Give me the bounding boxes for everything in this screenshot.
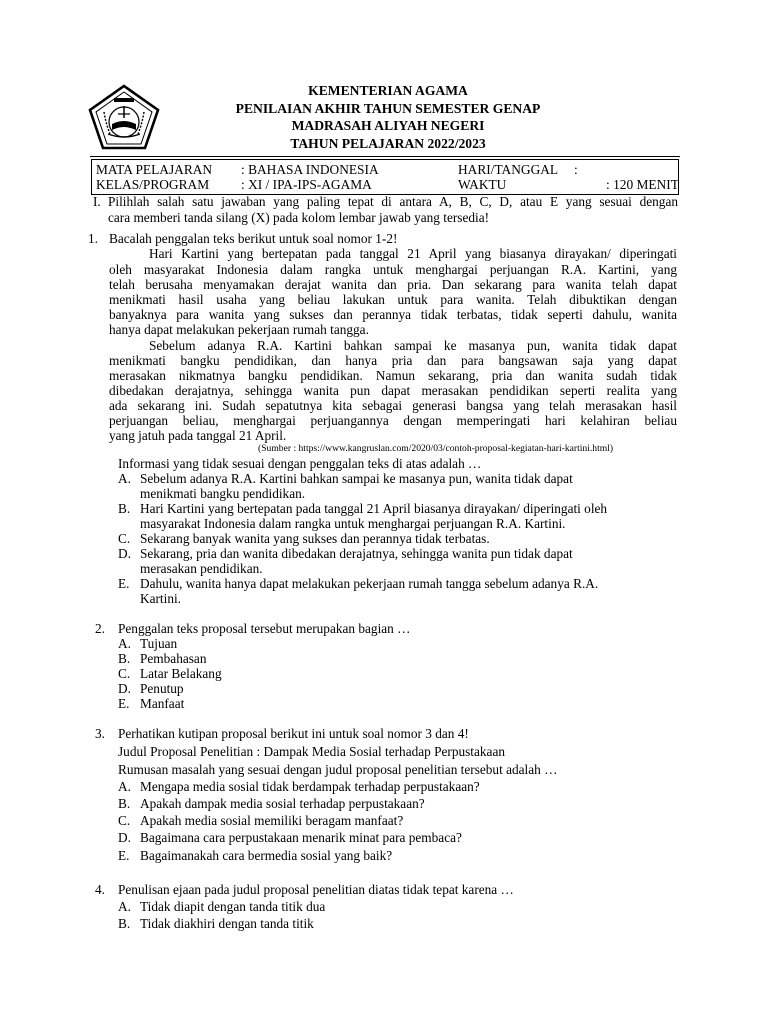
- class-label: KELAS/PROGRAM: [96, 177, 210, 192]
- passage-p1-line: Hari Kartini yang bertepatan pada tanggal 21 April yang biasanya dirayakan/ diperingati: [149, 246, 677, 261]
- instruction-line-1: Pilihlah salah satu jawaban yang paling tepat di antara A, B, C, D, atau E yang sesuai dengan: [108, 194, 678, 209]
- passage-p2-line: menikmati bangku pendidikan, dan hanya pria dan para bangsawan saja yang dapat: [109, 353, 677, 368]
- q3-option-b[interactable]: Apakah dampak media sosial terhadap perpustakaan?: [140, 796, 425, 811]
- q3-title-line: Judul Proposal Penelitian : Dampak Media Sosial terhadap Perpustakaan: [118, 744, 506, 759]
- q1-number: 1.: [88, 231, 98, 246]
- q3-option-letter: B.: [118, 796, 131, 811]
- q4-number: 4.: [95, 882, 105, 897]
- q3-option-e[interactable]: Bagaimanakah cara bermedia sosial yang baik?: [140, 848, 393, 863]
- q4-option-letter: A.: [118, 899, 131, 914]
- passage-p1-line: banyaknya para wanita yang sukses dan perannya tidak terbatas, tidak seperti dahulu, wanita: [109, 307, 677, 322]
- q1-option-letter: B.: [118, 501, 131, 516]
- q2-option-letter: D.: [118, 681, 131, 696]
- q2-option-a[interactable]: Tujuan: [140, 636, 178, 651]
- passage-source: (Sumber : https://www.kangruslan.com/2020/03/contoh-proposal-kegiatan-hari-kartini.html): [258, 443, 614, 454]
- q1-question: Informasi yang tidak sesuai dengan penggalan teks di atas adalah …: [118, 456, 482, 471]
- q2-option-letter: E.: [118, 696, 130, 711]
- q1-option-d[interactable]: Sekarang, pria dan wanita dibedakan derajatnya, sehingga wanita pun tidak dapat: [140, 546, 573, 561]
- q1-intro: Bacalah penggalan teks berikut untuk soal nomor 1-2!: [109, 231, 398, 246]
- q1-option-c[interactable]: Sekarang banyak wanita yang sukses dan perannya tidak terbatas.: [140, 531, 490, 546]
- q1-option-e[interactable]: Kartini.: [140, 591, 181, 606]
- q1-option-a[interactable]: menikmati bangku pendidikan.: [140, 486, 306, 501]
- q2-question: Penggalan teks proposal tersebut merupakan bagian …: [118, 621, 411, 636]
- q1-option-a[interactable]: Sebelum adanya R.A. Kartini bahkan sampai ke masanya pun, wanita tidak dapat: [140, 471, 573, 486]
- q1-option-e[interactable]: Dahulu, wanita hanya dapat melakukan pekerjaan rumah tangga sebelum adanya R.A.: [140, 576, 599, 591]
- passage-p2-line: yang jatuh pada tanggal 21 April.: [109, 428, 287, 443]
- q4-option-letter: B.: [118, 916, 131, 931]
- q3-question: Rumusan masalah yang sesuai dengan judul proposal penelitian tersebut adalah …: [118, 762, 558, 777]
- q1-option-d[interactable]: merasakan pendidikan.: [140, 561, 263, 576]
- q3-option-letter: A.: [118, 779, 131, 794]
- q3-option-letter: E.: [118, 848, 130, 863]
- exam-header: [170, 82, 606, 152]
- header-exam-name: PENILAIAN AKHIR TAHUN SEMESTER GENAP: [235, 100, 541, 116]
- time-value: : 120 MENIT: [606, 177, 679, 192]
- q3-option-letter: C.: [118, 813, 131, 828]
- q2-option-b[interactable]: Pembahasan: [140, 651, 207, 666]
- q1-option-b[interactable]: masyarakat Indonesia dalam rangka untuk menghargai perjuangan R.A. Kartini.: [140, 516, 566, 531]
- q2-option-letter: B.: [118, 651, 131, 666]
- subject-value: : BAHASA INDONESIA: [241, 162, 379, 177]
- q3-intro: Perhatikan kutipan proposal berikut ini untuk soal nomor 3 dan 4!: [118, 726, 469, 741]
- header-year: TAHUN PELAJARAN 2022/2023: [290, 135, 486, 151]
- passage-p1-line: hanya dapat melakukan pekerjaan rumah tangga.: [109, 322, 369, 337]
- q3-number: 3.: [95, 726, 105, 741]
- day-label: HARI/TANGGAL: [458, 162, 559, 177]
- q3-option-letter: D.: [118, 830, 131, 845]
- instruction-number: I.: [93, 194, 101, 209]
- q3-option-c[interactable]: Apakah media sosial memiliki beragam manfaat?: [140, 813, 404, 828]
- time-label: WAKTU: [458, 177, 507, 192]
- day-value: :: [574, 162, 578, 177]
- q2-option-letter: C.: [118, 666, 131, 681]
- header-ministry: KEMENTERIAN AGAMA: [308, 83, 468, 98]
- q4-option-b[interactable]: Tidak diakhiri dengan tanda titik: [140, 916, 314, 931]
- passage-p2-line: ada sekarang ini. Sudah sepatutnya kita sebagai generasi bangsa yang telah merasakan hasil: [109, 398, 677, 413]
- header-school: MADRASAH ALIYAH NEGERI: [291, 118, 485, 134]
- passage-p1-line: menikmati hasil usaha yang beliau lakukan untuk para wanita. Telah dibuktikan dengan: [109, 292, 677, 307]
- q1-option-letter: E.: [118, 576, 130, 591]
- passage-p1-line: telah berusaha menyamakan derajat wanita dan pria. Dan sekarang para wanita telah dapat: [109, 277, 677, 292]
- q3-option-a[interactable]: Mengapa media sosial tidak berdampak terhadap perpustakaan?: [140, 779, 480, 794]
- passage-p2-line: dibedakan derajatnya, sehingga wanita pun dapat merasakan pendidikan seperti realita yang: [109, 383, 677, 398]
- q2-number: 2.: [95, 621, 105, 636]
- q1-option-letter: D.: [118, 546, 131, 561]
- q4-question: Penulisan ejaan pada judul proposal penelitian diatas tidak tepat karena …: [118, 882, 514, 897]
- subject-label: MATA PELAJARAN: [96, 162, 213, 177]
- q2-option-c[interactable]: Latar Belakang: [140, 666, 222, 681]
- q2-option-letter: A.: [118, 636, 131, 651]
- q3-option-d[interactable]: Bagaimana cara perpustakaan menarik minat para pembaca?: [140, 830, 462, 845]
- q1-option-letter: A.: [118, 471, 131, 486]
- q1-option-b[interactable]: Hari Kartini yang bertepatan pada tanggal 21 April biasanya dirayakan/ diperingati oleh: [140, 501, 608, 516]
- instruction-line-2: cara memberi tanda silang (X) pada kolom lembar jawab yang tersedia!: [108, 210, 490, 225]
- q1-option-letter: C.: [118, 531, 131, 546]
- exam-info-box: [91, 159, 679, 195]
- q2-option-d[interactable]: Penutup: [140, 681, 184, 696]
- passage-p2-line: perjuangan beliau, menghargai perjuangannya dengan memperingati hari kelahiran beliau: [109, 413, 677, 428]
- q2-option-e[interactable]: Manfaat: [140, 696, 185, 711]
- class-value: : XI / IPA-IPS-AGAMA: [241, 177, 372, 192]
- ministry-emblem-icon: [88, 84, 160, 150]
- q4-option-a[interactable]: Tidak diapit dengan tanda titik dua: [140, 899, 326, 914]
- passage-p2-line: Sebelum adanya R.A. Kartini bahkan sampai ke masanya pun, wanita tidak dapat: [149, 338, 677, 353]
- passage-p1-line: oleh masyarakat Indonesia dalam rangka untuk menghargai perjuangan R.A. Kartini, yang: [109, 262, 677, 277]
- passage-p2-line: merasakan nikmatnya bangku pendidikan. Namun sekarang, pria dan wanita sudah tidak: [109, 368, 677, 383]
